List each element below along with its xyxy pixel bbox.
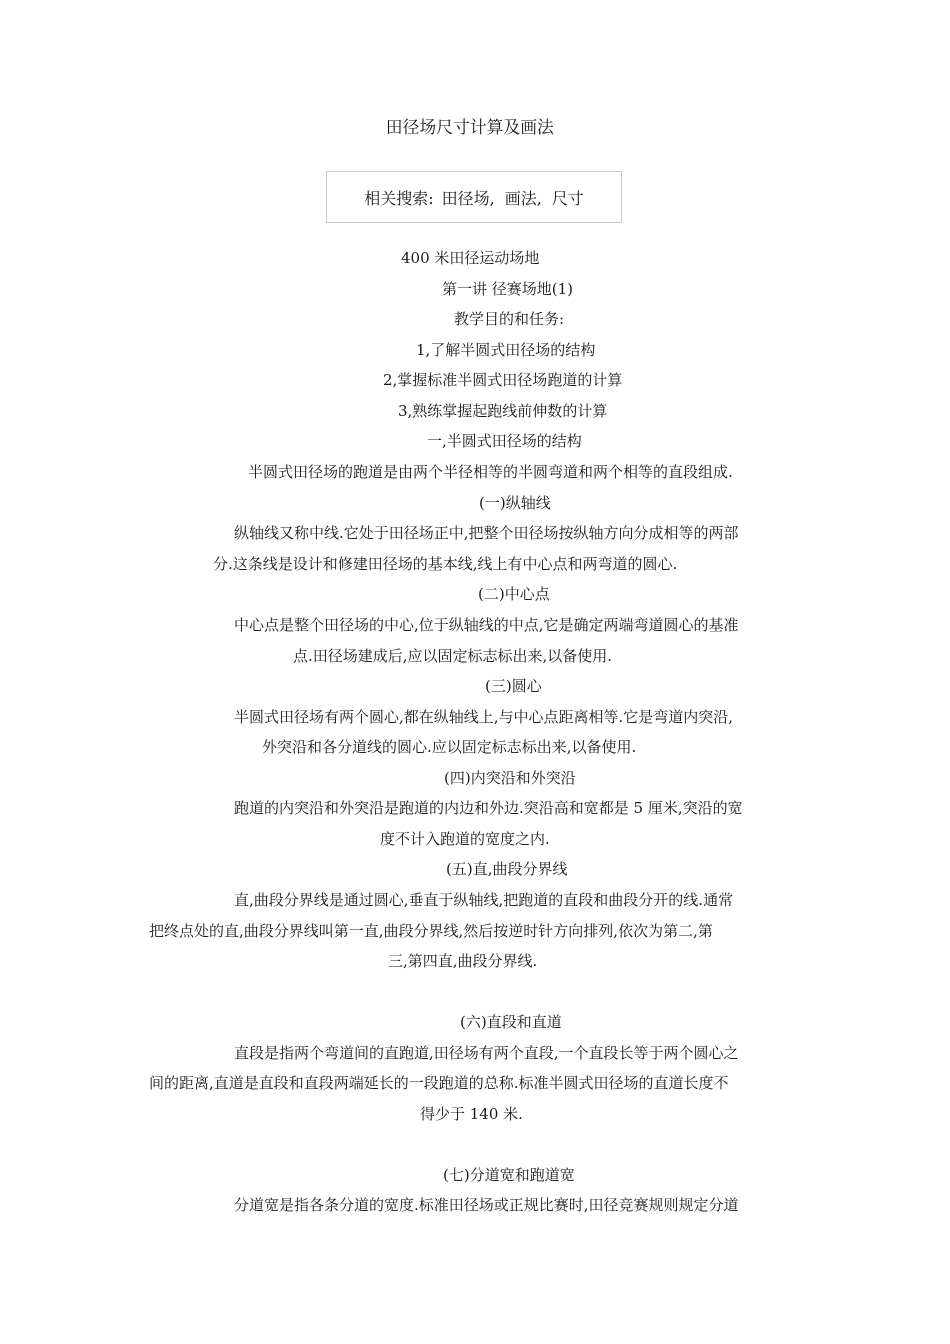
section-heading: (五)直,曲段分界线 [446, 860, 568, 878]
section-heading: (二)中心点 [478, 585, 550, 603]
text-line: 度不计入跑道的宽度之内. [380, 830, 550, 848]
section-heading: (六)直段和直道 [460, 1013, 562, 1031]
text-line: 分.这条线是设计和修建田径场的基本线,线上有中心点和两弯道的圆心. [213, 555, 678, 573]
text-line: 纵轴线又称中线.它处于田径场正中,把整个田径场按纵轴方向分成相等的两部 [234, 524, 739, 542]
text-line: 间的距离,直道是直段和直段两端延长的一段跑道的总称.标准半圆式田径场的直道长度不 [149, 1074, 729, 1092]
text-line: 半圆式田径场有两个圆心,都在纵轴线上,与中心点距离相等.它是弯道内突沿, [234, 708, 734, 726]
related-search-term[interactable]: 画法, [504, 188, 542, 208]
text-line: 得少于 140 米. [420, 1105, 523, 1123]
related-search-box [326, 171, 622, 223]
document-title: 田径场尺寸计算及画法 [385, 118, 554, 138]
section-heading: (四)内突沿和外突沿 [444, 769, 576, 787]
text-line: 400 米田径运动场地 [401, 249, 540, 267]
text-line: 把终点处的直,曲段分界线叫第一直,曲段分界线,然后按逆时针方向排列,依次为第二,第 [149, 922, 713, 940]
text-line: 跑道的内突沿和外突沿是跑道的内边和外边.突沿高和宽都是 5 厘米,突沿的宽 [234, 799, 743, 817]
related-search-term[interactable]: 尺寸 [551, 188, 584, 208]
text-line: 2,掌握标准半圆式田径场跑道的计算 [383, 371, 623, 389]
text-line: 三,第四直,曲段分界线. [388, 952, 538, 970]
text-line: 1,了解半圆式田径场的结构 [416, 341, 596, 359]
text-line: 第一讲 径赛场地(1) [442, 280, 574, 298]
text-line: 外突沿和各分道线的圆心.应以固定标志标出来,以备使用. [262, 738, 637, 756]
text-line: 点.田径场建成后,应以固定标志标出来,以备使用. [293, 647, 613, 665]
text-line: 半圆式田径场的跑道是由两个半径相等的半圆弯道和两个相等的直段组成. [248, 463, 733, 481]
text-line: 直,曲段分界线是通过圆心,垂直于纵轴线,把跑道的直段和曲段分开的线.通常 [234, 891, 734, 909]
related-search-term[interactable]: 田径场, [441, 188, 495, 208]
text-line: 中心点是整个田径场的中心,位于纵轴线的中点,它是确定两端弯道圆心的基准 [234, 616, 739, 634]
section-heading: (七)分道宽和跑道宽 [443, 1166, 575, 1184]
text-line: 3,熟练掌握起跑线前伸数的计算 [398, 402, 608, 420]
text-line: 教学目的和任务: [454, 310, 565, 328]
text-line: 分道宽是指各条分道的宽度.标准田径场或正规比赛时,田径竞赛规则规定分道 [234, 1196, 739, 1214]
section-heading: 一,半圆式田径场的结构 [427, 432, 582, 450]
section-heading: (一)纵轴线 [479, 494, 551, 512]
related-search-label: 相关搜索: [364, 188, 434, 208]
section-heading: (三)圆心 [485, 677, 542, 695]
text-line: 直段是指两个弯道间的直跑道,田径场有两个直段,一个直段长等于两个圆心之 [234, 1044, 739, 1062]
